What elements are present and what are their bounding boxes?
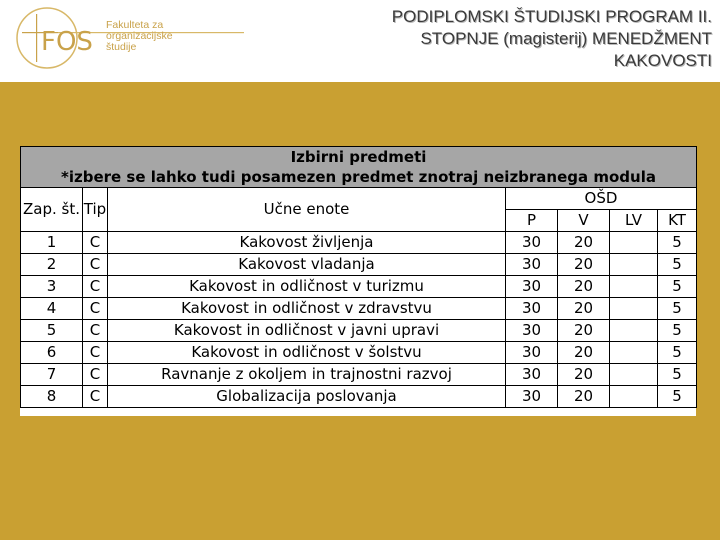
logo-text [106, 20, 173, 53]
cell-zap: 2 [21, 254, 83, 276]
cell-zap: 6 [21, 342, 83, 364]
cell-tip: C [83, 386, 108, 408]
cell-v: 20 [558, 298, 610, 320]
title-line-2: STOPNJE (magisterij) MENEDŽMENT [420, 29, 712, 48]
cell-p: 30 [506, 276, 558, 298]
cell-name: Kakovost in odličnost v javni upravi [108, 320, 506, 342]
cell-v: 20 [558, 254, 610, 276]
table-row [21, 254, 697, 276]
cell-v: 20 [558, 320, 610, 342]
col-header-lv: LV [610, 210, 658, 232]
cell-kt: 5 [658, 386, 697, 408]
cell-zap: 1 [21, 232, 83, 254]
logo-line-3: študije [106, 41, 137, 53]
cell-tip: C [83, 342, 108, 364]
cell-lv [610, 232, 658, 254]
cell-lv [610, 254, 658, 276]
cell-p: 30 [506, 232, 558, 254]
cell-zap: 4 [21, 298, 83, 320]
cell-kt: 5 [658, 276, 697, 298]
cell-tip: C [83, 298, 108, 320]
cell-kt: 5 [658, 364, 697, 386]
table-row [21, 386, 697, 408]
elective-courses-table [20, 146, 697, 408]
col-header-enote: Učne enote [108, 188, 506, 232]
table-row [21, 232, 697, 254]
col-header-tip: Tip [83, 188, 108, 232]
cell-name: Kakovost vladanja [108, 254, 506, 276]
cell-p: 30 [506, 342, 558, 364]
cell-p: 30 [506, 320, 558, 342]
cell-tip: C [83, 364, 108, 386]
cell-zap: 3 [21, 276, 83, 298]
cell-name: Kakovost in odličnost v šolstvu [108, 342, 506, 364]
table-row [21, 320, 697, 342]
cell-tip: C [83, 232, 108, 254]
cell-kt: 5 [658, 320, 697, 342]
cell-lv [610, 364, 658, 386]
cell-tip: C [83, 276, 108, 298]
cell-zap: 8 [21, 386, 83, 408]
cell-kt: 5 [658, 342, 697, 364]
logo-line-2: organizacijske [106, 30, 173, 42]
slide-header [0, 0, 720, 82]
slide-title [242, 6, 712, 72]
cell-name: Kakovost življenja [108, 232, 506, 254]
cell-tip: C [83, 254, 108, 276]
courses-table-container [20, 146, 696, 416]
cell-name: Globalizacija poslovanja [108, 386, 506, 408]
title-line-1: PODIPLOMSKI ŠTUDIJSKI PROGRAM II. [391, 7, 712, 26]
cell-v: 20 [558, 364, 610, 386]
cell-lv [610, 320, 658, 342]
cell-p: 30 [506, 298, 558, 320]
cell-v: 20 [558, 276, 610, 298]
cell-tip: C [83, 320, 108, 342]
table-row [21, 298, 697, 320]
fos-logo [14, 6, 244, 70]
cell-name: Kakovost in odličnost v turizmu [108, 276, 506, 298]
col-header-osd: OŠD [506, 188, 697, 210]
cell-lv [610, 342, 658, 364]
cell-name: Ravnanje z okoljem in trajnostni razvoj [108, 364, 506, 386]
cell-zap: 7 [21, 364, 83, 386]
cell-name: Kakovost in odličnost v zdravstvu [108, 298, 506, 320]
cell-p: 30 [506, 364, 558, 386]
cell-v: 20 [558, 232, 610, 254]
header-row-1 [21, 188, 697, 210]
cell-kt: 5 [658, 298, 697, 320]
cell-p: 30 [506, 254, 558, 276]
cell-p: 30 [506, 386, 558, 408]
table-heading: Izbirni predmeti [290, 148, 427, 166]
cell-v: 20 [558, 386, 610, 408]
col-header-zap: Zap. št. [21, 188, 83, 232]
table-row [21, 364, 697, 386]
cell-kt: 5 [658, 232, 697, 254]
table-row [21, 342, 697, 364]
logo-monogram: FOS [41, 27, 93, 57]
table-row [21, 276, 697, 298]
logo-line-1: Fakulteta za [106, 19, 164, 31]
cell-lv [610, 386, 658, 408]
title-line-3: KAKOVOSTI [613, 51, 712, 70]
cell-kt: 5 [658, 254, 697, 276]
cell-lv [610, 298, 658, 320]
cell-lv [610, 276, 658, 298]
col-header-v: V [558, 210, 610, 232]
cell-zap: 5 [21, 320, 83, 342]
col-header-kt: KT [658, 210, 697, 232]
col-header-p: P [506, 210, 558, 232]
cell-v: 20 [558, 342, 610, 364]
table-subheading: *izbere se lahko tudi posamezen predmet znotraj neizbranega modula [61, 168, 656, 186]
table-title-row [21, 147, 697, 188]
